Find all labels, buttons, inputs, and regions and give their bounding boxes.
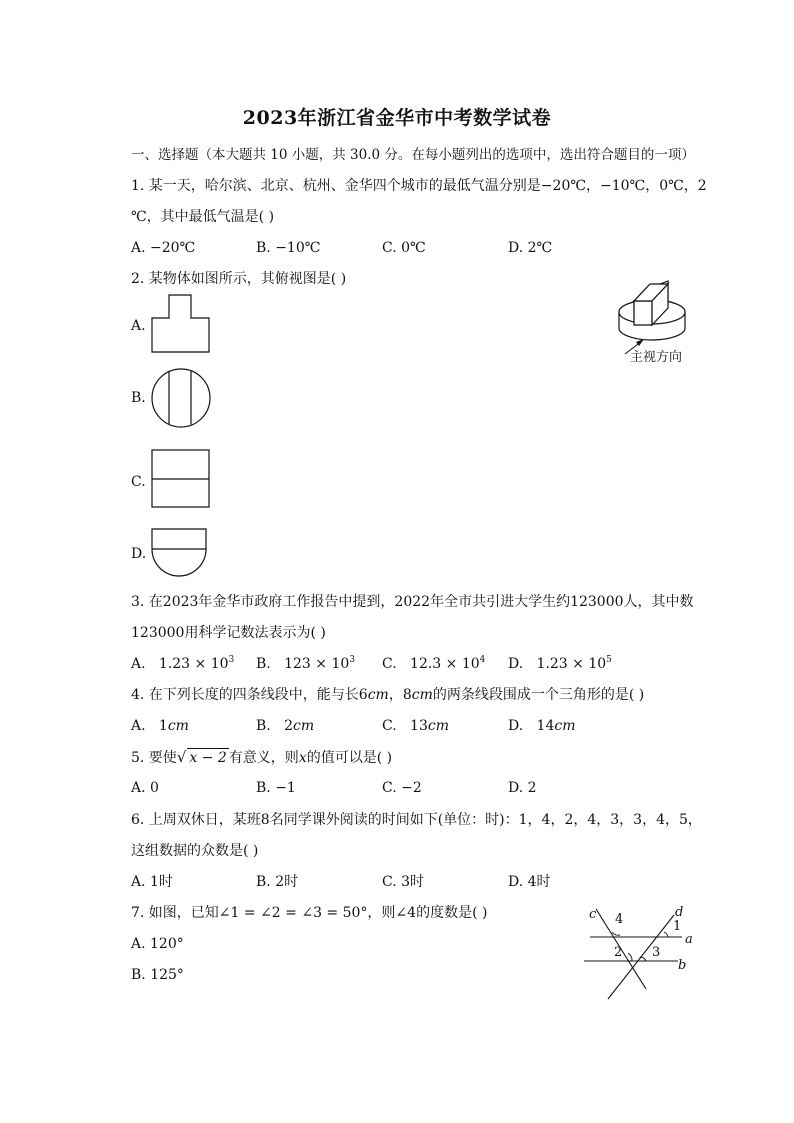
- q4-option-d[interactable]: [508, 717, 576, 735]
- q5-radicand: x − 2: [189, 750, 227, 766]
- q4-option-d-num: 14: [536, 718, 555, 734]
- q4-stem-part-b: ，8: [388, 687, 412, 703]
- q4-stem-part-a: 4. 在下列长度的四条线段中，能与长6: [131, 687, 368, 703]
- q2-view-direction-label: 主视方向: [630, 350, 683, 365]
- q4-option-a-num: 1: [158, 718, 168, 734]
- q3-option-a-exp: 3: [228, 655, 235, 665]
- q4-option-b-unit: cm: [293, 718, 315, 734]
- q4-option-b-letter: B.: [256, 718, 271, 734]
- q4-option-d-unit: cm: [554, 718, 576, 734]
- q1-option-a[interactable]: A. −20℃: [131, 240, 196, 256]
- q7-label-b: b: [678, 958, 687, 973]
- q2-option-d[interactable]: D.: [131, 546, 147, 562]
- q3-option-b[interactable]: [256, 655, 355, 673]
- q3-option-d[interactable]: [508, 655, 612, 673]
- q6-stem-line1: 6. 上周双休日，某班8名同学课外阅读的时间如下(单位：时)：1，4，2，4，3，3，4，5，: [131, 812, 702, 828]
- q7-label-2: 2: [614, 945, 623, 960]
- q7-label-3: 3: [652, 945, 661, 960]
- q7-label-d: d: [675, 905, 684, 920]
- q7-stem: 7. 如图，已知∠1 = ∠2 = ∠3 = 50°，则∠4的度数是( ): [131, 905, 488, 921]
- q3-option-c-base: 12.3 × 10: [410, 656, 480, 672]
- q2-option-c-figure[interactable]: [151, 449, 213, 511]
- q2-option-d-figure[interactable]: [150, 527, 212, 583]
- q3-stem-line2: 123000用科学记数法表示为( ): [131, 625, 326, 641]
- q4-unit-1: cm: [367, 687, 389, 703]
- q4-stem: [131, 686, 644, 704]
- q4-option-a[interactable]: [131, 717, 189, 735]
- q7-label-1: 1: [673, 919, 682, 934]
- q4-option-c-num: 13: [410, 718, 428, 734]
- q3-option-d-letter: D.: [508, 656, 524, 672]
- q6-stem-line2: 这组数据的众数是( ): [131, 843, 259, 859]
- q5-option-d[interactable]: D. 2: [508, 780, 537, 796]
- q3-option-b-letter: B.: [256, 656, 271, 672]
- q3-stem-line1: 3. 在2023年金华市政府工作报告中提到，2022年全市共引进大学生约123000人，其中数: [131, 594, 694, 610]
- q4-option-c[interactable]: [382, 717, 449, 735]
- q2-option-c[interactable]: C.: [131, 474, 146, 490]
- q1-option-d[interactable]: D. 2℃: [508, 240, 553, 256]
- q7-angle-figure: [582, 905, 702, 1005]
- q3-option-a-letter: A.: [131, 656, 146, 672]
- q2-option-a[interactable]: A.: [131, 318, 146, 334]
- q3-option-b-exp: 3: [349, 655, 356, 665]
- q7-label-4: 4: [615, 912, 624, 927]
- q5-option-a[interactable]: A. 0: [131, 780, 159, 796]
- q7-label-a: a: [685, 932, 693, 947]
- q4-option-b[interactable]: [256, 717, 314, 735]
- q2-option-a-figure[interactable]: [151, 294, 213, 354]
- q3-option-d-exp: 5: [606, 655, 612, 665]
- q5-suffix: 的值可以是( ): [306, 750, 393, 766]
- q7-option-a[interactable]: A. 120°: [131, 936, 184, 952]
- q5-stem: 5. 要使√ x − 2 有意义，则x的值可以是( ): [131, 748, 393, 766]
- q4-option-b-num: 2: [284, 718, 294, 734]
- q4-stem-part-c: 的两条线段围成一个三角形的是( ): [432, 687, 645, 703]
- q5-option-b[interactable]: B. −1: [256, 780, 296, 796]
- q6-option-d[interactable]: D. 4时: [508, 874, 551, 890]
- q1-stem-line2: ℃，其中最低气温是( ): [131, 209, 275, 225]
- q2-stem: 2. 某物体如图所示，其俯视图是( ): [131, 271, 347, 287]
- q5-middle: 有意义，则: [228, 750, 299, 766]
- q4-option-a-unit: cm: [167, 718, 189, 734]
- section-heading: 一、选择题（本大题共 10 小题，共 30.0 分。在每小题列出的选项中，选出符合题目的一项）: [131, 147, 695, 163]
- q5-prefix: 5. 要使: [131, 750, 177, 766]
- q3-option-c-exp: 4: [479, 655, 486, 665]
- q3-option-c-letter: C.: [382, 656, 397, 672]
- q5-option-c[interactable]: C. −2: [382, 780, 422, 796]
- exam-title: 2023年浙江省金华市中考数学试卷: [242, 107, 552, 129]
- q3-option-c[interactable]: [382, 655, 485, 673]
- q4-option-c-letter: C.: [382, 718, 397, 734]
- q5-var: x: [298, 750, 307, 766]
- q3-option-b-base: 123 × 10: [284, 656, 350, 672]
- q3-option-a-base: 1.23 × 10: [158, 656, 229, 672]
- q2-option-b[interactable]: B.: [131, 390, 146, 406]
- q6-option-a[interactable]: A. 1时: [131, 874, 173, 890]
- q3-option-d-base: 1.23 × 10: [536, 656, 607, 672]
- q4-option-d-letter: D.: [508, 718, 524, 734]
- q4-option-c-unit: cm: [427, 718, 449, 734]
- q7-label-c: c: [589, 907, 597, 922]
- q1-stem-line1: 1. 某一天，哈尔滨、北京、杭州、金华四个城市的最低气温分别是−20℃，−10℃，0℃，2: [131, 178, 707, 194]
- q3-option-a[interactable]: [131, 655, 234, 673]
- q6-option-b[interactable]: B. 2时: [256, 874, 299, 890]
- q4-option-a-letter: A.: [131, 718, 146, 734]
- q7-option-b[interactable]: B. 125°: [131, 967, 184, 983]
- q1-option-c[interactable]: C. 0℃: [382, 240, 426, 256]
- q1-option-b[interactable]: B. −10℃: [256, 240, 321, 256]
- q6-option-c[interactable]: C. 3时: [382, 874, 425, 890]
- q4-unit-2: cm: [411, 687, 433, 703]
- q2-option-b-figure[interactable]: [150, 367, 212, 429]
